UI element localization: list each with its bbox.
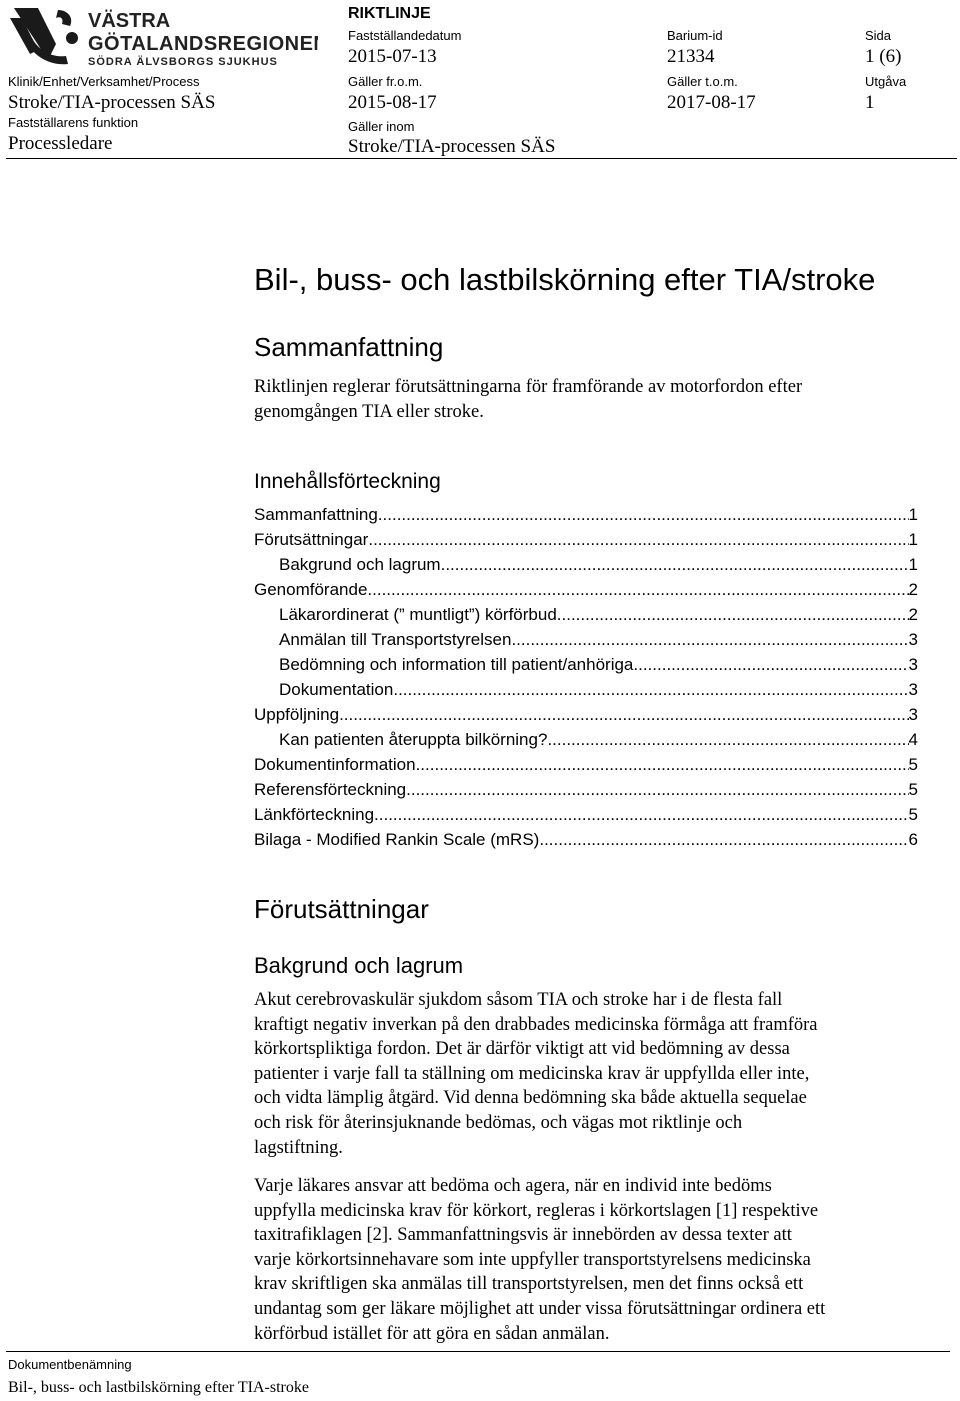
toc-entry-page: 3	[908, 655, 918, 674]
funktion-label: Fastställarens funktion	[8, 115, 139, 130]
toc-entry-page: 1	[908, 530, 918, 549]
toc-leader-dots	[557, 602, 909, 627]
logo-line-1: VÄSTRA	[88, 10, 171, 32]
tom-value: 2017-08-17	[667, 92, 756, 113]
toc-leader-dots	[441, 552, 909, 577]
toc-entry[interactable]	[254, 577, 918, 602]
toc-entry[interactable]	[254, 677, 918, 702]
toc-entry-page: 3	[908, 680, 918, 699]
toc-entry-text: Referensförteckning	[254, 780, 407, 799]
paragraph-line: och risk för återinsjuknande bedömas, och vägas mot riktlinje och	[254, 1112, 743, 1133]
logo-line-3: SÖDRA ÄLVSBORGS SJUKHUS	[88, 56, 278, 68]
toc-entry-page: 2	[908, 605, 918, 624]
table-of-contents	[254, 502, 918, 852]
toc-leader-dots	[633, 652, 908, 677]
toc-entry-text: Anmälan till Transportstyrelsen	[279, 630, 512, 649]
utgava-value: 1	[865, 92, 875, 113]
toc-entry-text: Bilaga - Modified Rankin Scale (mRS)	[254, 830, 540, 849]
toc-entry-text: Dokumentinformation	[254, 755, 416, 774]
toc-entry-page: 6	[908, 830, 918, 849]
toc-entry-page: 1	[908, 555, 918, 574]
toc-leader-dots	[416, 752, 909, 777]
toc-leader-dots	[367, 577, 908, 602]
toc-leader-dots	[339, 702, 908, 727]
section-heading: Förutsättningar	[254, 894, 429, 924]
paragraph-line: och vidta lämplig åtgärd. Vid denna bedömning ska både aktuella sequelae	[254, 1088, 807, 1109]
toc-entry[interactable]	[254, 502, 918, 527]
toc-entry-text: Genomförande	[254, 580, 368, 599]
tom-label: Gäller t.o.m.	[667, 74, 738, 89]
inom-value: Stroke/TIA-processen SÄS	[348, 136, 556, 157]
toc-entry[interactable]	[254, 802, 918, 827]
from-label: Gäller fr.o.m.	[348, 74, 423, 89]
toc-entry-text: Uppföljning	[254, 705, 340, 724]
paragraph-line: Varje läkares ansvar att bedöma och agera, när en individ inte bedöms	[254, 1176, 772, 1196]
fastst-label: Fastställandedatum	[348, 28, 462, 43]
paragraph-line: körkortspliktiga fordon. Det är därför viktigt att vid bedömning av dessa	[254, 1039, 790, 1060]
toc-entry-text: Sammanfattning	[254, 505, 378, 524]
toc-entry-page: 4	[908, 730, 918, 749]
toc-entry[interactable]	[254, 602, 918, 627]
toc-entry-text: Förutsättningar	[254, 530, 369, 549]
logo-line-2: GÖTALANDSREGIONEN	[88, 33, 318, 55]
toc-leader-dots	[511, 627, 908, 652]
sida-label: Sida	[865, 28, 892, 43]
toc-entry-page: 5	[908, 755, 918, 774]
toc-entry-text: Kan patienten återuppta bilkörning?	[279, 730, 548, 749]
toc-entry[interactable]	[254, 727, 918, 752]
toc-entry[interactable]	[254, 777, 918, 802]
from-value: 2015-08-17	[348, 92, 437, 113]
barium-value: 21334	[667, 46, 715, 67]
toc-leader-dots	[368, 527, 908, 552]
toc-entry[interactable]	[254, 627, 918, 652]
toc-entry-page: 3	[908, 630, 918, 649]
toc-entry[interactable]	[254, 652, 918, 677]
toc-entry[interactable]	[254, 752, 918, 777]
paragraph-line: patienter i varje fall ta ställning om medicinska krav är uppfyllda eller inte,	[254, 1063, 810, 1084]
toc-leader-dots	[539, 827, 908, 852]
subsection-heading: Bakgrund och lagrum	[254, 953, 464, 978]
background-paragraph-2	[254, 1174, 914, 1346]
toc-entry[interactable]	[254, 702, 918, 727]
paragraph-line: taxitrafiklagen [2]. Sammanfattningsvis är innebörden av dessa texter att	[254, 1225, 792, 1246]
toc-leader-dots	[374, 802, 909, 827]
paragraph-line: varje körkortsinnehavare som inte uppfyller transportstyrelsens medicinska	[254, 1249, 811, 1270]
fastst-value: 2015-07-13	[348, 46, 437, 67]
toc-entry[interactable]	[254, 527, 918, 552]
toc-entry[interactable]	[254, 552, 918, 577]
toc-entry-page: 2	[908, 580, 918, 599]
toc-entry-page: 5	[908, 805, 918, 824]
header-divider	[6, 158, 957, 159]
document-title: Bil-, buss- och lastbilskörning efter TIA/stroke	[254, 262, 876, 297]
summary-heading: Sammanfattning	[254, 332, 444, 362]
utgava-label: Utgåva	[865, 74, 907, 89]
background-paragraph-1	[254, 988, 914, 1160]
doc-type: RIKTLINJE	[348, 5, 431, 22]
paragraph-line: Akut cerebrovaskulär sjukdom såsom TIA och stroke har i de flesta fall	[254, 990, 783, 1010]
footer-label: Dokumentbenämning	[8, 1357, 132, 1372]
toc-entry[interactable]	[254, 827, 918, 852]
toc-heading: Innehållsförteckning	[254, 470, 441, 493]
funktion-value: Processledare	[8, 133, 113, 154]
sida-value: 1 (6)	[865, 46, 902, 67]
paragraph-line: kraftigt negativ inverkan på den drabbades medicinska förmåga att framföra	[254, 1014, 818, 1035]
toc-entry-text: Bakgrund och lagrum	[279, 555, 441, 574]
paragraph-line: lagstiftning.	[254, 1137, 343, 1158]
klinik-value: Stroke/TIA-processen SÄS	[8, 92, 216, 113]
klinik-label: Klinik/Enhet/Verksamhet/Process	[8, 74, 200, 89]
footer-value: Bil-, buss- och lastbilskörning efter TIA-stroke	[8, 1379, 309, 1396]
organization-logo	[8, 4, 318, 70]
toc-entry-page: 3	[908, 705, 918, 724]
summary-text: Riktlinjen reglerar förutsättningarna för framförande av motorfordon efter genomgången TIA eller stroke.	[254, 377, 803, 422]
toc-leader-dots	[547, 727, 908, 752]
paragraph-line: uppfylla medicinska krav för körkort, regleras i körkortslagen [1] respektive	[254, 1200, 819, 1221]
footer-divider	[6, 1351, 950, 1352]
toc-entry-text: Dokumentation	[279, 680, 394, 699]
toc-entry-text: Läkarordinerat (” muntligt”) körförbud	[279, 605, 557, 624]
paragraph-line: krav skriftligen ska anmälas till transportstyrelsen, men det finns också ett	[254, 1274, 804, 1295]
toc-entry-page: 1	[908, 505, 918, 524]
paragraph-line: körförbud istället för att göra en sådan anmälan.	[254, 1323, 610, 1344]
barium-label: Barium-id	[667, 28, 723, 43]
toc-entry-text: Länkförteckning	[254, 805, 375, 824]
toc-leader-dots	[393, 677, 908, 702]
logo-emblem-icon	[8, 4, 318, 70]
toc-entry-page: 5	[908, 780, 918, 799]
toc-entry-text: Bedömning och information till patient/anhöriga	[279, 655, 634, 674]
paragraph-line: undantag som ger läkare möjlighet att under vissa förutsättningar ordinera ett	[254, 1298, 826, 1319]
inom-label: Gäller inom	[348, 119, 415, 134]
toc-leader-dots	[378, 502, 909, 527]
toc-leader-dots	[406, 777, 908, 802]
